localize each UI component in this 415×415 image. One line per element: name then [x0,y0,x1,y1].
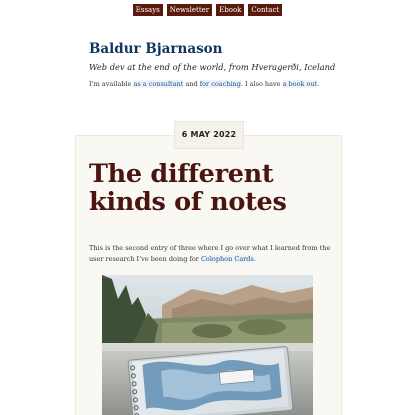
nav-essays[interactable]: Essays [133,4,163,16]
post-title: The different kinds of notes [89,159,287,217]
site-tagline: Web dev at the end of the world, from Hveragerði, Iceland [89,62,336,72]
notebook-photo-image [102,275,313,415]
availability-prefix: I’m available [89,80,134,88]
availability-and: and [183,80,200,88]
colophon-cards-link[interactable]: Colophon Cards [200,255,254,263]
availability-middle: . I also have [240,80,283,88]
availability-suffix: . [317,80,320,88]
post-date: 6 MAY 2022 [174,121,244,149]
post-intro-end: . [253,255,256,263]
nav-newsletter[interactable]: Newsletter [167,4,212,16]
consultant-link[interactable]: as a consultant [133,80,184,88]
site-title[interactable]: Baldur Bjarnason [89,41,223,57]
book-link[interactable]: a book out [282,80,318,88]
availability-line [89,80,319,88]
coaching-link[interactable]: for coaching [199,80,241,88]
nav-contact[interactable]: Contact [248,4,282,16]
top-nav [0,4,415,16]
post-intro [89,243,334,265]
notebook-photo [102,275,313,415]
nav-ebook[interactable]: Ebook [216,4,244,16]
post-intro-text: This is the second entry of three where I go over what I learned from the user research I’ve been doing for [89,244,331,263]
